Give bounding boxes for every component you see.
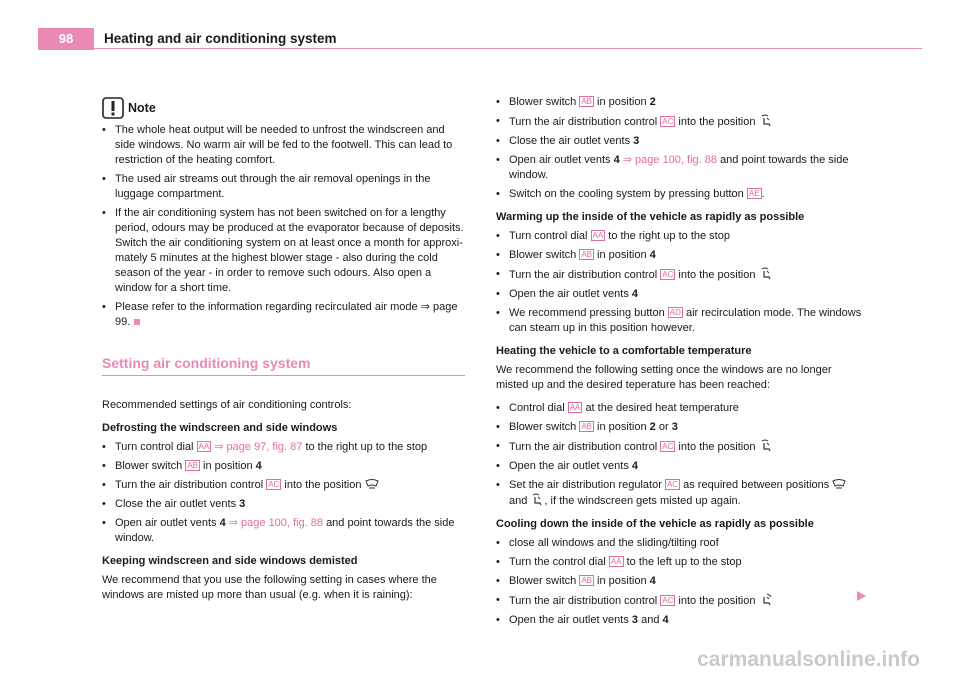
control-badge: AC	[662, 442, 674, 451]
text-fragment: 4	[219, 517, 226, 529]
text-fragment: 4	[649, 249, 656, 261]
control-badge: AB	[581, 422, 592, 431]
control-badge: AA	[592, 231, 604, 240]
warm-heading: Warming up the inside of the vehicle as rapidly as possible	[496, 211, 805, 223]
control-badge: AD	[669, 308, 681, 317]
list-item: • Turn control dial AA ⇒ page 97, fig. 87 to the right up to the stop	[102, 441, 428, 453]
text-fragment: .	[761, 188, 765, 200]
text-fragment: The used air streams out through the air removal openings in the luggage compartment.	[115, 173, 431, 200]
text-fragment: Open air outlet vents	[115, 517, 217, 529]
text-fragment: into the position	[678, 269, 756, 281]
fig-88-link[interactable]: ⇒ page 100, fig. 88	[228, 517, 323, 529]
text-fragment: 4	[613, 154, 620, 166]
seat-airflow-icon	[530, 493, 544, 506]
list-item: • Blower switch AB in position 4	[496, 575, 656, 587]
text-fragment: Blower switch	[509, 249, 577, 261]
text-fragment: 2	[649, 96, 656, 108]
windscreen-vent-icon	[832, 478, 846, 490]
control-badge: AC	[662, 117, 674, 126]
comfort-text: We recommend the following setting once the windows are no longer misted up and the desired teperature has been reached:	[496, 364, 832, 391]
control-badge: AC	[666, 480, 679, 489]
seat-airflow-icon	[759, 439, 773, 452]
text-fragment: Close the air outlet vents	[115, 498, 237, 510]
text-fragment: Blower switch	[509, 421, 577, 433]
text-fragment: We recommend pressing button	[509, 307, 665, 319]
list-item: • Turn the control dial AA to the left up to the stop	[496, 556, 742, 568]
list-item: • Control dial AA at the desired heat temperature	[496, 402, 739, 414]
list-item: • Close the air outlet vents 3	[102, 498, 246, 510]
text-fragment: and point towards the side window.	[509, 154, 849, 181]
text-fragment: Turn control dial	[509, 230, 588, 242]
text-fragment: to the right up to the stop	[608, 230, 730, 242]
note-item: • The whole heat output will be needed to unfrost the windscreen and side windows. No warm air will be fed to the footwell. This can lead to restriction of the heating comfort.	[102, 123, 465, 168]
windscreen-vent-icon	[365, 478, 379, 490]
cool-heading: Cooling down the inside of the vehicle as rapidly as possible	[496, 518, 814, 530]
control-badge: AE	[748, 189, 760, 198]
list-item: • We recommend pressing button AD air recirculation mode. The windows can steam up in this position however.	[496, 307, 862, 334]
page-number: 98	[38, 28, 94, 50]
text-fragment: Turn the air distribution control	[509, 269, 658, 281]
text-fragment: Turn the air distribution control	[115, 479, 264, 491]
list-item: • Turn the air distribution control AC into the position	[102, 478, 465, 493]
list-item: • Open air outlet vents 4 ⇒ page 100, fig. 88 and point towards the side window.	[102, 517, 455, 544]
text-fragment: to the right up to the stop	[305, 441, 428, 453]
list-item: • Blower switch AB in position 4	[102, 460, 262, 472]
list-item: • Open the air outlet vents 3 and 4	[496, 614, 669, 626]
note-item: • If the air conditioning system has not been switched on for a lengthy period, odours may be produced at the evaporator because of deposits. Switch the air conditioning system on at least once a month for approxi-mately 5 minutes at the highest blower stage - also during the cold season of the year - in order to remove such odours. Also open a window for a short time.	[102, 207, 464, 294]
defrost-heading: Defrosting the windscreen and side windows	[102, 422, 338, 434]
text-fragment: Blower switch	[509, 96, 577, 108]
text-fragment: 2	[649, 421, 656, 433]
text-fragment: 3	[239, 498, 246, 510]
text-fragment: air recirculation mode. The windows can steam up in this position however.	[509, 307, 862, 334]
section-rule	[102, 375, 465, 376]
text-fragment: in position	[597, 421, 647, 433]
text-fragment: The whole heat output will be needed to unfrost the windscreen and side windows. No warm air will be fed to the footwell. This can lead to restriction of the heating comfort.	[115, 124, 453, 166]
text-fragment: Open the air outlet vents	[509, 288, 629, 300]
text-fragment: in position	[597, 249, 647, 261]
text-fragment: into the position	[678, 441, 756, 453]
text-fragment: Turn the air distribution control	[509, 595, 658, 607]
text-fragment: Turn the air distribution control	[509, 116, 658, 128]
right-column	[496, 95, 862, 628]
text-fragment: into the position	[678, 595, 756, 607]
fig-87-link[interactable]: ⇒ page 97, fig. 87	[214, 441, 303, 453]
list-item: • close all windows and the sliding/tilting roof	[496, 537, 719, 549]
text-fragment: , if the windscreen gets misted up again.	[544, 495, 741, 507]
text-fragment: Close the air outlet vents	[509, 135, 631, 147]
text-fragment: Turn the air distribution control	[509, 441, 658, 453]
text-fragment: 4	[662, 614, 669, 626]
control-badge: AB	[581, 250, 592, 259]
control-badge: AC	[268, 480, 280, 489]
text-fragment: 4	[255, 460, 262, 472]
text-fragment: Turn the control dial	[509, 556, 606, 568]
text-fragment: Blower switch	[115, 460, 183, 472]
list-item: • Turn the air distribution control AC into the position	[496, 439, 862, 455]
list-item: • Open air outlet vents 4 ⇒ page 100, fig. 88 and point towards the side window.	[496, 154, 849, 181]
list-item: • Blower switch AB in position 4	[496, 249, 656, 261]
text-fragment: Open the air outlet vents	[509, 614, 629, 626]
text-fragment: Set the air distribution regulator	[509, 479, 662, 491]
text-fragment: in position	[597, 96, 647, 108]
text-fragment: at the desired heat temperature	[585, 402, 739, 414]
note-item: • Please refer to the information regarding recirculated air mode ⇒ page 99.	[102, 301, 458, 328]
text-fragment: or	[658, 421, 669, 433]
list-item: • Open the air outlet vents 4	[496, 460, 639, 472]
text-fragment: to the left up to the stop	[626, 556, 742, 568]
text-fragment: and point towards the side window.	[115, 517, 455, 544]
continue-arrow-icon[interactable]	[855, 590, 867, 602]
control-badge: AC	[662, 270, 674, 279]
text-fragment: as required between positions	[683, 479, 830, 491]
text-fragment: 3	[631, 614, 639, 626]
text-fragment: and	[641, 614, 660, 626]
text-fragment: 4	[631, 460, 639, 472]
list-item: • Close the air outlet vents 3	[496, 135, 640, 147]
list-item: • Blower switch AB in position 2	[496, 96, 656, 108]
control-badge: AB	[581, 576, 592, 585]
text-fragment: Blower switch	[509, 575, 577, 587]
control-badge: AA	[198, 442, 210, 451]
text-fragment: Open the air outlet vents	[509, 460, 629, 472]
section-title: Setting air conditioning system	[102, 355, 311, 371]
seat-airflow-icon	[759, 267, 773, 280]
watermark: carmanualsonline.info	[697, 648, 920, 671]
demist-heading: Keeping windscreen and side windows demisted	[102, 555, 358, 567]
text-fragment: If the air conditioning system has not been switched on for a lengthy period, odours may be produced at the evaporator because of deposits. Switch the air conditioning system on at least once a month for approxi-mately 5 minutes at the highest blower stage - also during the cold season of the year - in order to remove such odours. Also open a window for a short time.	[115, 207, 464, 294]
seat-airflow-icon	[759, 593, 773, 606]
control-badge: AA	[610, 557, 622, 566]
text-fragment: 3	[671, 421, 678, 433]
control-badge: AC	[662, 596, 674, 605]
list-item: • Open the air outlet vents 4	[496, 288, 639, 300]
control-badge: AA	[569, 403, 581, 412]
note-exclamation-icon	[102, 97, 124, 119]
text-fragment: Turn control dial	[115, 441, 194, 453]
control-badge: AB	[187, 461, 198, 470]
text-fragment: close all windows and the sliding/tilting roof	[509, 537, 719, 549]
list-item: • Turn the air distribution control AC into the position	[496, 593, 862, 609]
note-title: Note	[128, 100, 156, 115]
text-fragment: in position	[597, 575, 647, 587]
list-item: • Set the air distribution regulator AC as required between positions and , if the windscreen gets misted up again.	[496, 478, 862, 509]
list-item: • Switch on the cooling system by pressing button AE .	[496, 188, 765, 200]
text-fragment: and	[509, 495, 528, 507]
text-fragment: 4	[631, 288, 639, 300]
text-fragment: 3	[633, 135, 640, 147]
control-badge: AB	[581, 97, 592, 106]
fig-88-link[interactable]: ⇒ page 100, fig. 88	[622, 154, 717, 166]
page-title: Heating and air conditioning system	[104, 31, 337, 46]
note-item: • The used air streams out through the air removal openings in the luggage compartment.	[102, 172, 465, 202]
header-rule	[38, 48, 922, 49]
demist-text: We recommend that you use the following setting in cases where the windows are misted up more than usual (e.g. when it is raining):	[102, 574, 437, 601]
list-item: • Turn the air distribution control AC into the position	[496, 114, 862, 130]
text-fragment: into the position	[678, 116, 756, 128]
text-fragment: 4	[649, 575, 656, 587]
text-fragment: Please refer to the information regarding recirculated air mode	[115, 301, 418, 313]
page-99-link[interactable]: ⇒ page 99.	[115, 301, 458, 328]
comfort-heading: Heating the vehicle to a comfortable temperature	[496, 345, 752, 357]
text-fragment: Switch on the cooling system by pressing button	[509, 188, 744, 200]
text-fragment: in position	[203, 460, 253, 472]
text-fragment: into the position	[284, 479, 362, 491]
list-item: • Turn the air distribution control AC into the position	[496, 267, 862, 283]
seat-airflow-icon	[759, 114, 773, 127]
text-fragment: Control dial	[509, 402, 565, 414]
section-intro: Recommended settings of air conditioning controls:	[102, 399, 352, 411]
note-heading	[102, 97, 465, 119]
list-item: • Turn control dial AA to the right up to the stop	[496, 230, 730, 242]
list-item: • Blower switch AB in position 2 or 3	[496, 421, 678, 433]
text-fragment: Open air outlet vents	[509, 154, 611, 166]
end-marker-icon	[134, 319, 140, 325]
left-column	[102, 97, 465, 603]
